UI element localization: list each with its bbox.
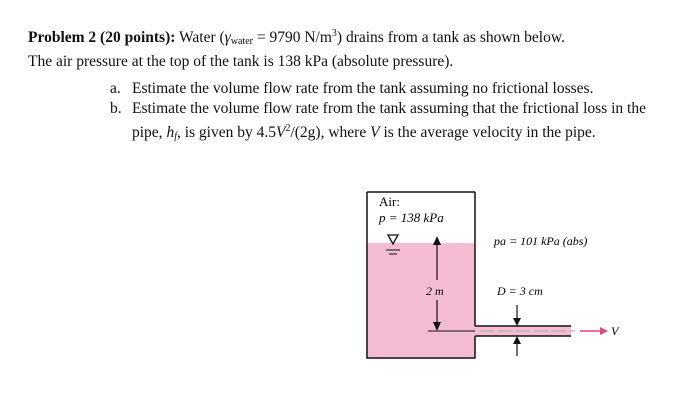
gamma-subscript: water bbox=[230, 36, 253, 47]
part-b-text-mid: , is given by 4.5 bbox=[176, 124, 276, 141]
height-arrow-up-head bbox=[433, 236, 441, 245]
intro-post: ) drains from a tank as shown below. bbox=[336, 29, 565, 46]
hf-symbol: h bbox=[166, 124, 175, 141]
part-a-label: a. bbox=[110, 80, 121, 97]
diameter-arrow-bottom-head bbox=[513, 336, 521, 344]
problem-line-2: The air pressure at the top of the tank is 138 kPa (absolute pressure). bbox=[28, 53, 454, 70]
problem-heading: Problem 2 (20 points): bbox=[28, 29, 176, 46]
diameter-label: D = 3 cm bbox=[497, 284, 543, 298]
hf-subscript: f bbox=[174, 131, 177, 142]
v-symbol-2: V bbox=[370, 124, 380, 141]
diameter-arrow-top-head bbox=[513, 318, 521, 326]
air-label: Air: bbox=[379, 194, 400, 209]
part-a-text: Estimate the volume flow rate from the tank assuming no frictional losses. bbox=[132, 80, 594, 97]
v-symbol: V bbox=[276, 124, 286, 141]
part-b-text-pre: Estimate the volume flow rate from the tank assuming that the frictional loss in the pipe, bbox=[132, 100, 646, 141]
intro-pre: Water ( bbox=[179, 29, 225, 46]
water-fill bbox=[367, 243, 475, 358]
gamma-symbol: γ bbox=[224, 29, 231, 46]
free-surface-icon bbox=[388, 235, 398, 244]
atmospheric-pressure-label: pa = 101 kPa (abs) bbox=[494, 234, 588, 248]
gamma-exponent: 3 bbox=[331, 28, 337, 39]
part-b-text-end: is the average velocity in the pipe. bbox=[379, 124, 596, 141]
part-b-label: b. bbox=[110, 100, 122, 117]
v-exponent: 2 bbox=[285, 123, 291, 134]
air-pressure-label: p = 138 kPa bbox=[379, 210, 444, 225]
velocity-label: V bbox=[611, 324, 619, 338]
height-label: 2 m bbox=[426, 284, 444, 298]
part-b-text-post: /(2g), where bbox=[290, 124, 371, 141]
velocity-arrow-head bbox=[600, 327, 608, 335]
gamma-value: = 9790 N/m bbox=[252, 29, 332, 46]
